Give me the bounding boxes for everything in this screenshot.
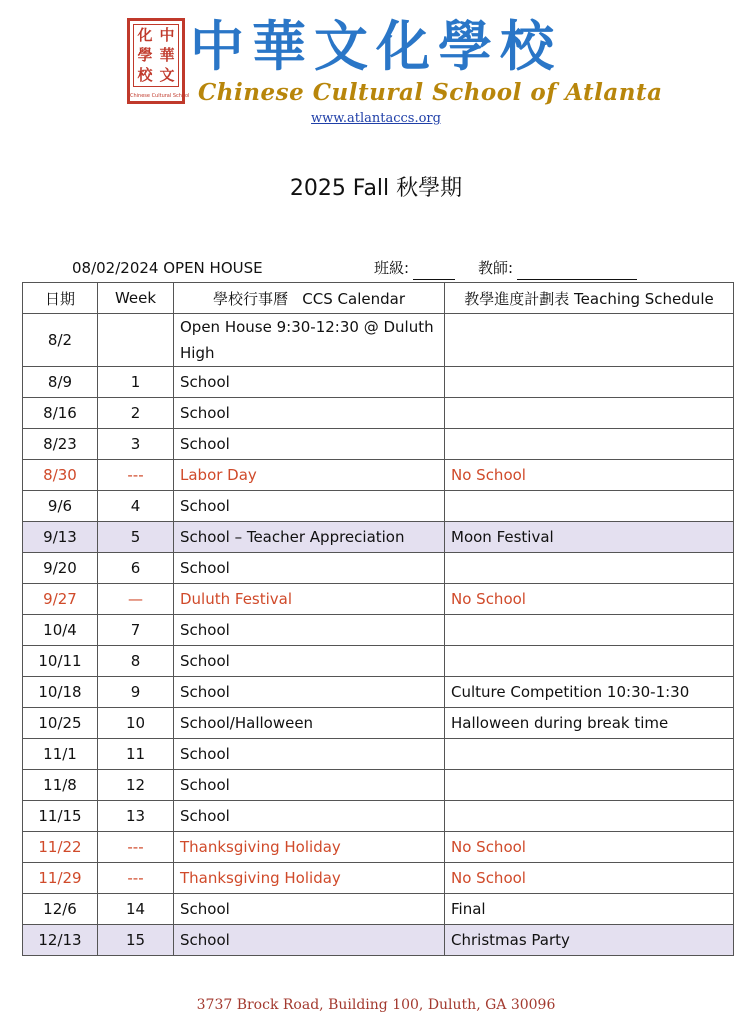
calendar-event-cell: School: [174, 925, 445, 956]
seal-char: 化: [137, 25, 153, 44]
calendar-event-cell: School: [174, 801, 445, 832]
date-cell: 12/13: [23, 925, 98, 956]
week-cell: 12: [98, 770, 174, 801]
week-cell: 14: [98, 894, 174, 925]
teaching-plan-cell: Moon Festival: [445, 522, 734, 553]
class-blank-line: [413, 262, 455, 280]
teaching-plan-cell: [445, 553, 734, 584]
school-name-english: Chinese Cultural School of Atlanta: [198, 79, 663, 106]
teacher-label: 教師:: [478, 259, 514, 277]
table-row: [23, 708, 734, 739]
calendar-event-cell: School – Teacher Appreciation: [174, 522, 445, 553]
column-header-date: 日期: [23, 283, 98, 314]
teaching-plan-cell: Christmas Party: [445, 925, 734, 956]
teaching-plan-cell: Final: [445, 894, 734, 925]
week-cell: 13: [98, 801, 174, 832]
date-cell: 10/4: [23, 615, 98, 646]
table-row: [23, 615, 734, 646]
teaching-plan-cell: [445, 801, 734, 832]
date-cell: 11/8: [23, 770, 98, 801]
table-row: [23, 801, 734, 832]
week-cell: 2: [98, 398, 174, 429]
calendar-event-cell: School/Halloween: [174, 708, 445, 739]
calendar-event-cell: School: [174, 367, 445, 398]
table-row: [23, 832, 734, 863]
table-row: [23, 429, 734, 460]
calendar-event-cell: Labor Day: [174, 460, 445, 491]
table-row: [23, 739, 734, 770]
class-field: [374, 256, 455, 280]
week-cell: 7: [98, 615, 174, 646]
class-label: 班級:: [374, 259, 410, 277]
table-row: [23, 863, 734, 894]
week-cell: 8: [98, 646, 174, 677]
column-header-teaching-schedule: 教學進度計劃表 Teaching Schedule: [445, 283, 734, 314]
date-cell: 9/27: [23, 584, 98, 615]
teacher-field: [478, 256, 637, 280]
week-cell: 4: [98, 491, 174, 522]
calendar-event-cell: School: [174, 677, 445, 708]
schedule-table: [22, 282, 734, 956]
date-cell: 11/15: [23, 801, 98, 832]
teacher-blank-line: [517, 262, 637, 280]
table-row: [23, 925, 734, 956]
calendar-event-cell: Open House 9:30-12:30 @ Duluth High: [174, 314, 445, 367]
teaching-plan-cell: Culture Competition 10:30-1:30: [445, 677, 734, 708]
table-row: [23, 553, 734, 584]
calendar-event-cell: School: [174, 553, 445, 584]
date-cell: 8/23: [23, 429, 98, 460]
calendar-event-cell: Thanksgiving Holiday: [174, 863, 445, 894]
week-cell: 10: [98, 708, 174, 739]
date-cell: 11/1: [23, 739, 98, 770]
teaching-plan-cell: [445, 367, 734, 398]
term-title: 2025 Fall 秋學期: [289, 176, 463, 201]
seal-caption: Chinese Cultural School: [130, 93, 190, 99]
teaching-plan-cell: [445, 398, 734, 429]
seal-characters: [133, 24, 179, 87]
week-cell: —: [98, 584, 174, 615]
date-cell: 9/13: [23, 522, 98, 553]
table-body: [23, 314, 734, 956]
calendar-event-cell: School: [174, 615, 445, 646]
table-row: [23, 460, 734, 491]
calendar-event-cell: School: [174, 894, 445, 925]
teaching-plan-cell: [445, 739, 734, 770]
calendar-event-cell: Thanksgiving Holiday: [174, 832, 445, 863]
teaching-plan-cell: [445, 646, 734, 677]
date-cell: 10/18: [23, 677, 98, 708]
week-cell: 9: [98, 677, 174, 708]
table-row: [23, 314, 734, 367]
week-cell: ---: [98, 832, 174, 863]
week-cell: 6: [98, 553, 174, 584]
week-cell: 11: [98, 739, 174, 770]
column-header-calendar: 學校行事曆 CCS Calendar: [174, 283, 445, 314]
seal-char: 學: [137, 45, 153, 64]
teaching-plan-cell: [445, 770, 734, 801]
date-cell: 9/6: [23, 491, 98, 522]
school-name-chinese: 中華文化學校: [190, 15, 562, 78]
teaching-plan-cell: No School: [445, 863, 734, 894]
calendar-event-cell: School: [174, 398, 445, 429]
week-cell: [98, 314, 174, 367]
seal-char: 校: [137, 66, 153, 85]
week-cell: ---: [98, 460, 174, 491]
school-seal-logo: [127, 18, 190, 104]
date-cell: 10/11: [23, 646, 98, 677]
calendar-event-cell: Duluth Festival: [174, 584, 445, 615]
table-row: [23, 894, 734, 925]
date-cell: 10/25: [23, 708, 98, 739]
date-cell: 8/30: [23, 460, 98, 491]
table-row: [23, 677, 734, 708]
teaching-plan-cell: Halloween during break time: [445, 708, 734, 739]
date-cell: 8/16: [23, 398, 98, 429]
calendar-event-cell: School: [174, 770, 445, 801]
info-row: [22, 256, 732, 280]
calendar-event-cell: School: [174, 491, 445, 522]
teaching-plan-cell: [445, 429, 734, 460]
calendar-event-cell: School: [174, 429, 445, 460]
table-row: [23, 646, 734, 677]
date-cell: 9/20: [23, 553, 98, 584]
table-row: [23, 398, 734, 429]
calendar-event-cell: School: [174, 739, 445, 770]
date-cell: 8/2: [23, 314, 98, 367]
seal-char: 文: [159, 66, 175, 85]
column-header-week: Week: [98, 283, 174, 314]
week-cell: 3: [98, 429, 174, 460]
open-house-date: 08/02/2024 OPEN HOUSE: [72, 259, 263, 277]
date-cell: 11/22: [23, 832, 98, 863]
week-cell: ---: [98, 863, 174, 894]
teaching-plan-cell: No School: [445, 584, 734, 615]
week-cell: 5: [98, 522, 174, 553]
week-cell: 15: [98, 925, 174, 956]
letterhead: [0, 0, 752, 140]
calendar-event-cell: School: [174, 646, 445, 677]
date-cell: 12/6: [23, 894, 98, 925]
footer-address: 3737 Brock Road, Building 100, Duluth, GA 30096: [196, 997, 556, 1013]
table-row: [23, 584, 734, 615]
seal-char: 華: [159, 45, 175, 64]
seal-char: 中: [159, 25, 175, 44]
date-cell: 11/29: [23, 863, 98, 894]
table-row: [23, 491, 734, 522]
table-row: [23, 367, 734, 398]
week-cell: 1: [98, 367, 174, 398]
teaching-plan-cell: [445, 615, 734, 646]
teaching-plan-cell: No School: [445, 460, 734, 491]
date-cell: 8/9: [23, 367, 98, 398]
table-header-row: [23, 283, 734, 314]
teaching-plan-cell: [445, 491, 734, 522]
table-row: [23, 522, 734, 553]
teaching-plan-cell: [445, 314, 734, 367]
teaching-plan-cell: No School: [445, 832, 734, 863]
table-row: [23, 770, 734, 801]
school-website-link[interactable]: www.atlantaccs.org: [311, 111, 441, 126]
